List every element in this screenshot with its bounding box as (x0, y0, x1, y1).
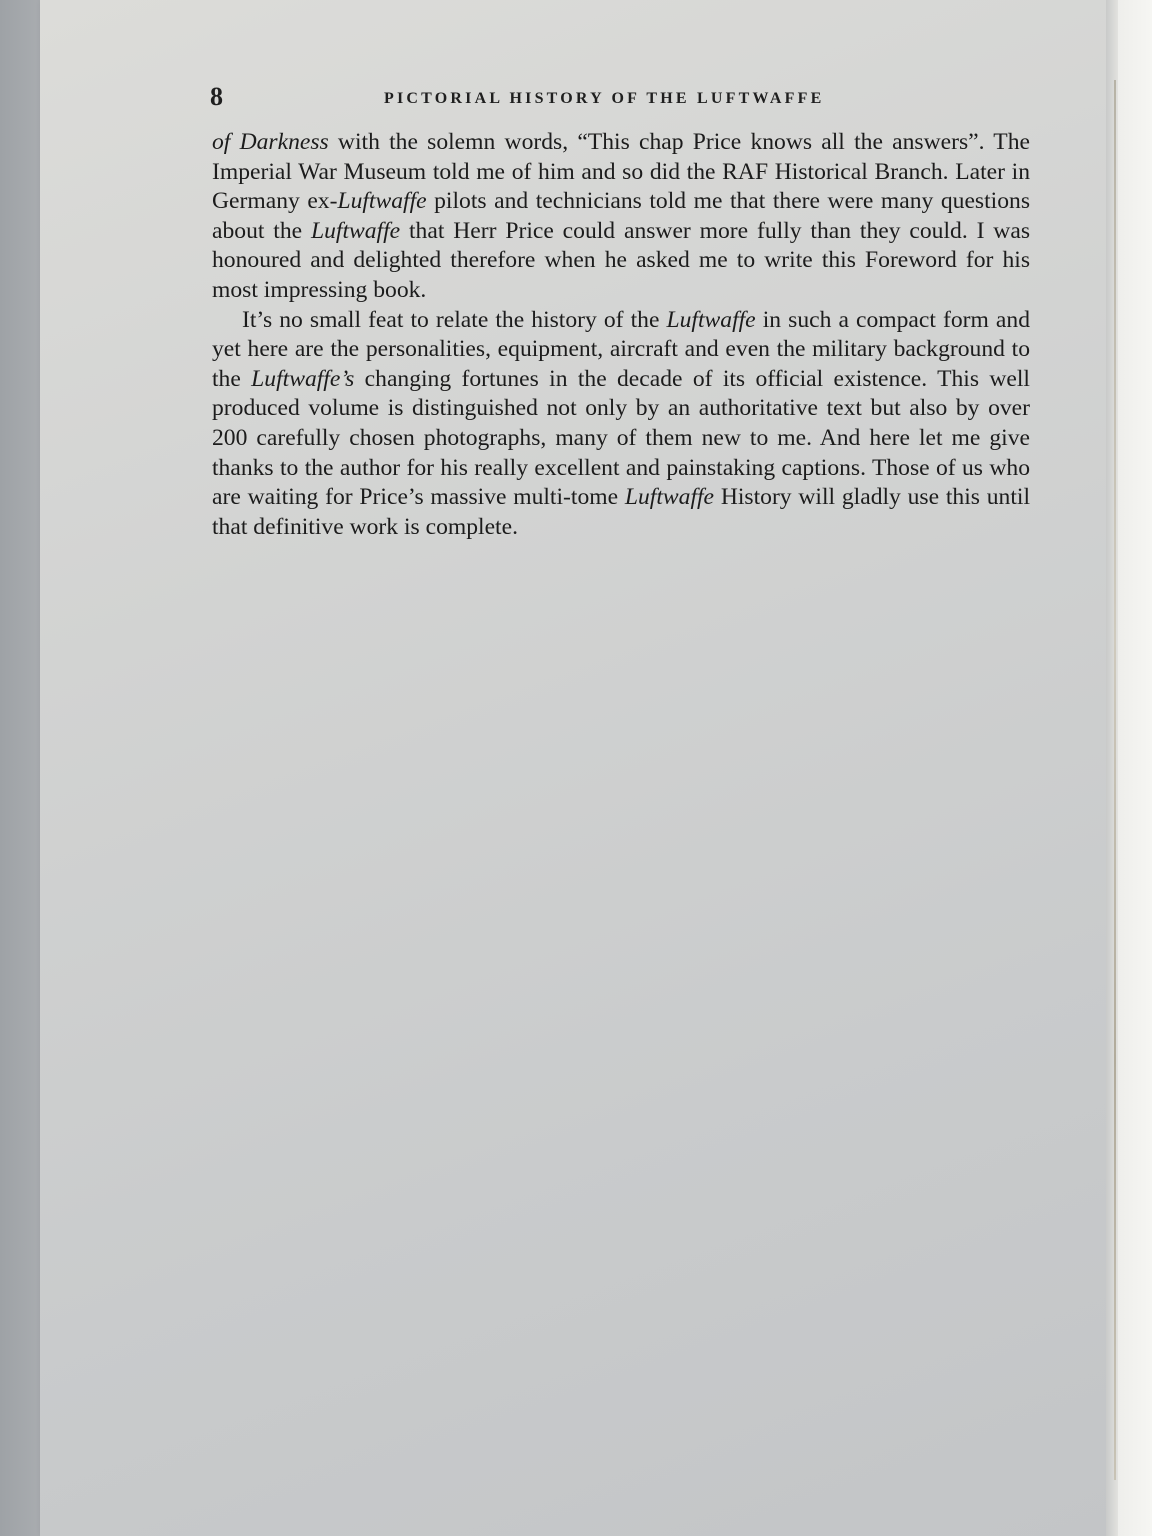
paragraph-1 (212, 128, 1030, 306)
text-run: History will gladly use this until that definitive work is complete. (212, 484, 1030, 540)
text-run: changing fortunes in the decade of its official existence. This well produced volume is distinguished not only by an authoritative text but also by over 200 carefully chosen photographs, many of them new to me. And here let me give thanks to the author for his really excellent and painstaking captions. Those of us who are waiting for Price’s massive multi-tome (212, 365, 1030, 511)
page-edge (1106, 0, 1118, 1536)
italic-text: Luftwaffe (624, 484, 715, 511)
italic-text: Luftwaffe (337, 188, 427, 215)
italic-text: Luftwaffe (666, 306, 756, 333)
italic-text: Luftwaffe’s (251, 365, 355, 392)
text-run: pilots and technicians told me that there were many questions about the (212, 188, 1030, 244)
running-head (210, 82, 870, 122)
italic-text: of Darkness (212, 129, 329, 155)
text-run: It’s no small feat to relate the history of the (242, 306, 667, 333)
text-run: that Herr Price could answer more fully than they could. I was honoured and delighted therefore when he asked me to write this Foreword for his most impressing book. (212, 217, 1030, 303)
paragraph-2 (212, 306, 1030, 543)
page-edge-line (1114, 80, 1116, 1480)
text-run: with the solemn words, “This chap Price knows all the answers”. The Imperial War Museum told me of him and so did the RAF Historical Branch. Later in Germany ex- (212, 129, 1030, 215)
running-title: PICTORIAL HISTORY OF THE LUFTWAFFE (384, 90, 825, 107)
page-number: 8 (210, 82, 223, 111)
text-run: in such a compact form and yet here are the personalities, equipment, aircraft and even the military background to the (212, 306, 1030, 392)
italic-text: Luftwaffe (310, 217, 401, 244)
cover-edge (1118, 0, 1152, 1536)
body-text (212, 128, 1030, 542)
